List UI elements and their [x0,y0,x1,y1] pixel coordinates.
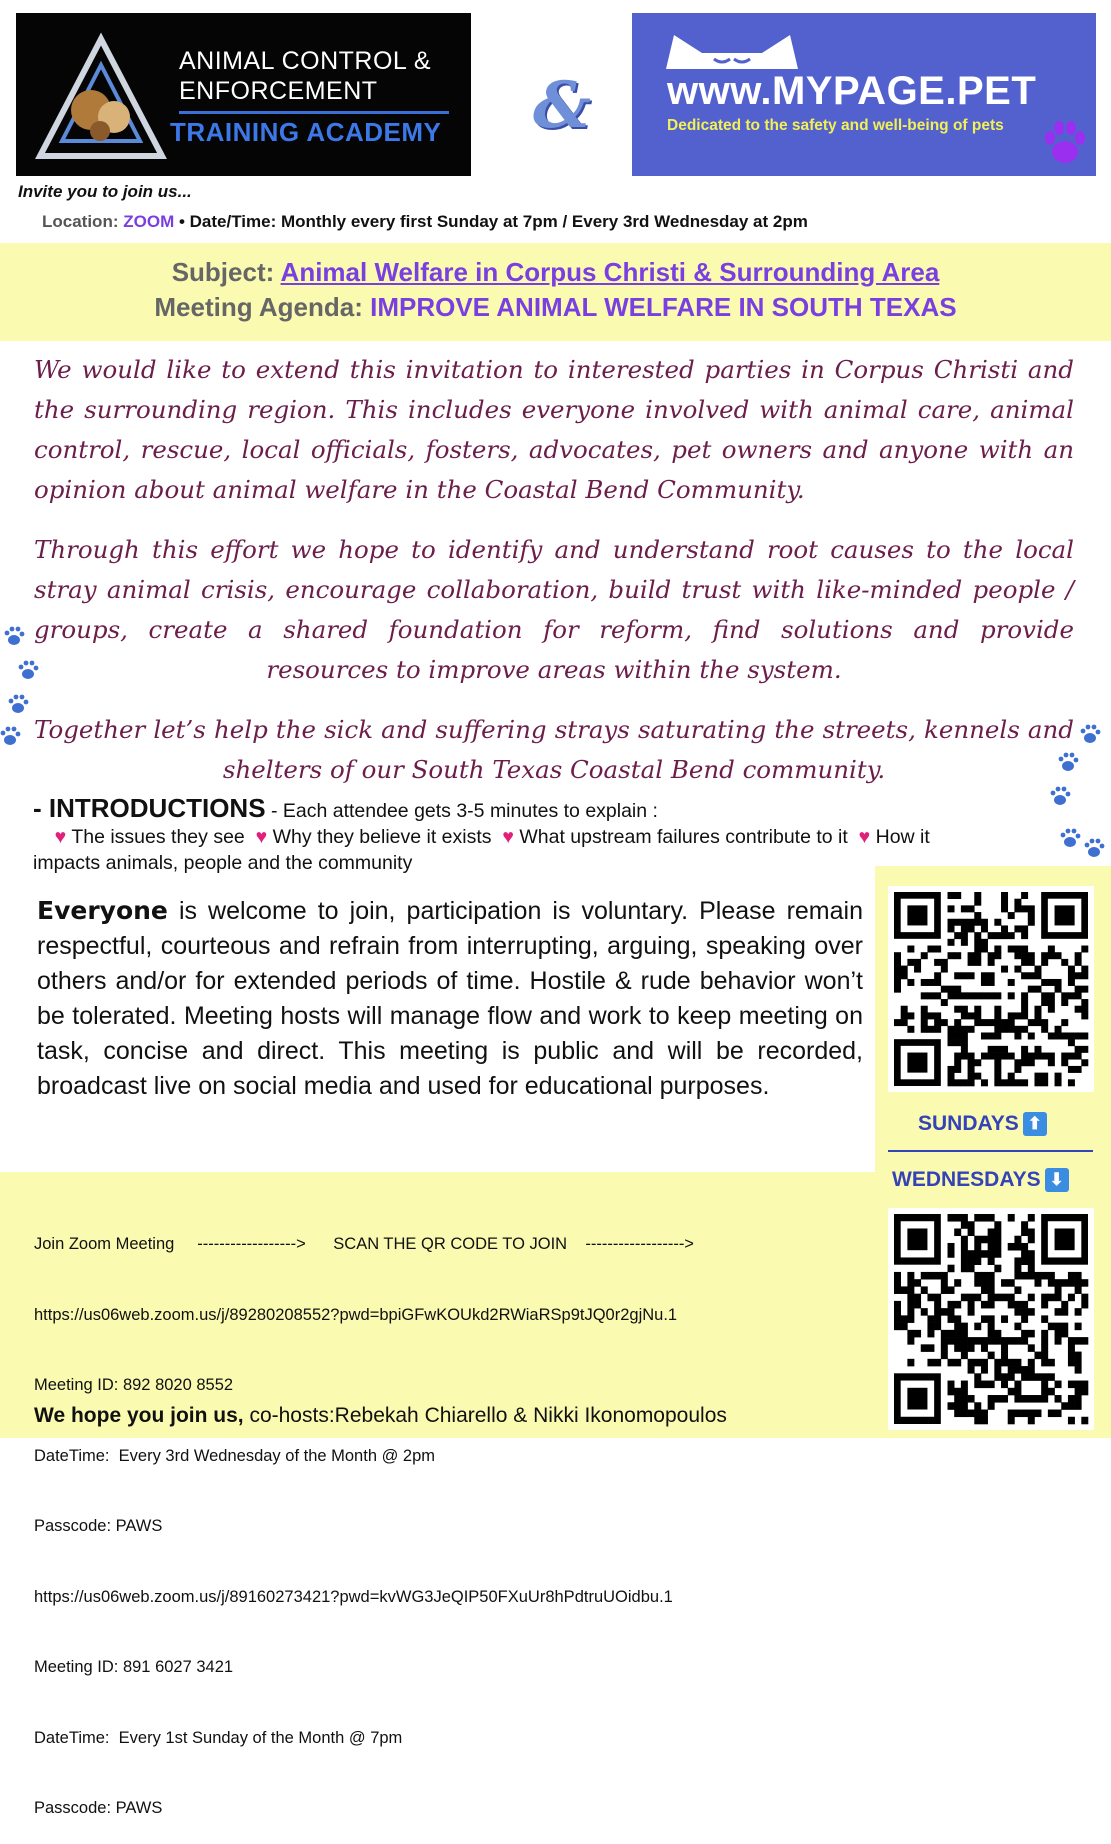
zoom-passcode: Passcode: PAWS [34,1517,163,1535]
subject-value: Animal Welfare in Corpus Christi & Surrounding Area [280,257,940,287]
welcome-bold: Everyone [37,896,168,925]
cohost-label: co-hosts: [243,1404,335,1427]
footer-line [34,1404,727,1428]
sundays-label [918,1112,1047,1136]
zoom-meeting-id: Meeting ID: 892 8020 8552 [34,1376,234,1394]
triangle-emblem-icon [36,35,166,160]
zoom-datetime: DateTime: Every 3rd Wednesday of the Month @ 2pm [34,1446,436,1465]
welcome-text: is welcome to join, participation is voluntary. Please remain respectful, courteous and refrain from interrupting, arguing, speaking over others and/or for extended periods of time. Hostile & rude behavior won’t be tolerated. Meeting hosts will manage flow and work to keep meeting on task, concise and direct. This meeting is public and will be recorded, broadcast live on social media and used for educational purposes. [37,897,863,1100]
intro-item: What upstream failures contribute to it [519,826,848,848]
wednesdays-text: WEDNESDAYS [892,1168,1041,1191]
zoom-passcode: Passcode: PAWS [34,1799,163,1817]
heart-icon: ♥ [858,826,871,848]
subject-label: Subject: [171,257,275,287]
invitation-paragraph: We would like to extend this invitation to interested parties in Corpus Christi and the surrounding region. This includes everyone involved with animal care, animal control, rescue, local officials, fosters, advocates, pet owners and anyone with an opinion about animal welfare in the Coastal Bend Community. [34,355,1074,504]
purpose-paragraph: Through this effort we hope to identify and understand root causes to the local stray animal crisis, encourage collaboration, build trust with like-minded people / groups, create a shared foundation for reform, find solutions and provide resources to improve areas within the system. [34,535,1074,684]
logo-divider [179,111,449,114]
zoom-meeting-id: Meeting ID: 891 6027 3421 [34,1658,234,1676]
mypage-logo [632,13,1096,176]
introductions-heading: - INTRODUCTIONS [33,793,266,823]
intro-item: Why they believe it exists [272,826,492,848]
zoom-link-wednesday[interactable]: https://us06web.zoom.us/j/89280208552?pwd=bpiGFwKOUkd2RWiaRSp9tJQ0r2gjNu.1 [34,1305,678,1324]
invite-text: Invite you to join us... [18,182,192,201]
introductions-section [33,795,993,876]
introductions-lead: - Each attendee gets 3-5 minutes to explain : [265,800,658,822]
footer-bold: We hope you join us, [34,1404,244,1427]
location-value: ZOOM [123,212,175,231]
logo-line-2: ENFORCEMENT [179,77,378,105]
zoom-link-sunday[interactable]: https://us06web.zoom.us/j/89160273421?pwd=kvWG3JeQIP50FXuUr8hPdtruUOidbu.1 [34,1587,673,1606]
heart-icon: ♥ [502,826,514,848]
arrow-up-icon: ⬆ [1023,1112,1047,1136]
agenda-value: IMPROVE ANIMAL WELFARE IN SOUTH TEXAS [370,292,957,322]
ampersand: & [533,68,591,143]
qr-code-sundays-icon[interactable] [888,886,1094,1092]
cohost-names: Rebekah Chiarello & Nikki Ikonomopoulos [334,1404,727,1427]
heart-icon: ♥ [255,826,268,848]
cat-ears-icon [662,31,802,71]
site-url: www.MYPAGE.PET [667,69,1037,113]
academy-logo [16,13,471,176]
qr-divider [888,1150,1093,1152]
call-to-action-paragraph: Together let’s help the sick and suffering strays saturating the streets, kennels and shelters of our South Texas Coastal Bend community. [34,715,1074,784]
logo-line-3: TRAINING ACADEMY [170,117,442,147]
qr-code-wednesdays-icon[interactable] [888,1208,1094,1430]
location-datetime [42,212,808,232]
paw-trail-left-icon [0,620,48,770]
site-tagline: Dedicated to the safety and well-being of pets [667,117,1004,134]
agenda-line [0,292,1111,323]
location-label: Location: [42,212,119,231]
sundays-text: SUNDAYS [918,1112,1019,1135]
intro-item: How it impacts animals, people and the community [33,826,930,874]
datetime-text: • Date/Time: Monthly every first Sunday at 7pm / Every 3rd Wednesday at 2pm [178,212,808,231]
paw-print-icon [1042,118,1088,168]
subject-line [0,257,1111,288]
zoom-join-line: Join Zoom Meeting ------------------> SCAN THE QR CODE TO JOIN ------------------> [34,1235,694,1253]
welcome-paragraph [37,893,863,1104]
intro-item: The issues they see [71,826,245,848]
arrow-down-icon: ⬇ [1045,1168,1069,1192]
logo-line-1: ANIMAL CONTROL & [179,47,432,75]
zoom-info [34,1186,694,1844]
zoom-datetime: DateTime: Every 1st Sunday of the Month @ 7pm [34,1728,403,1747]
wednesdays-label [892,1168,1069,1192]
paw-trail-right-icon [1046,720,1108,870]
agenda-label: Meeting Agenda: [154,292,363,322]
heart-icon: ♥ [54,826,67,848]
